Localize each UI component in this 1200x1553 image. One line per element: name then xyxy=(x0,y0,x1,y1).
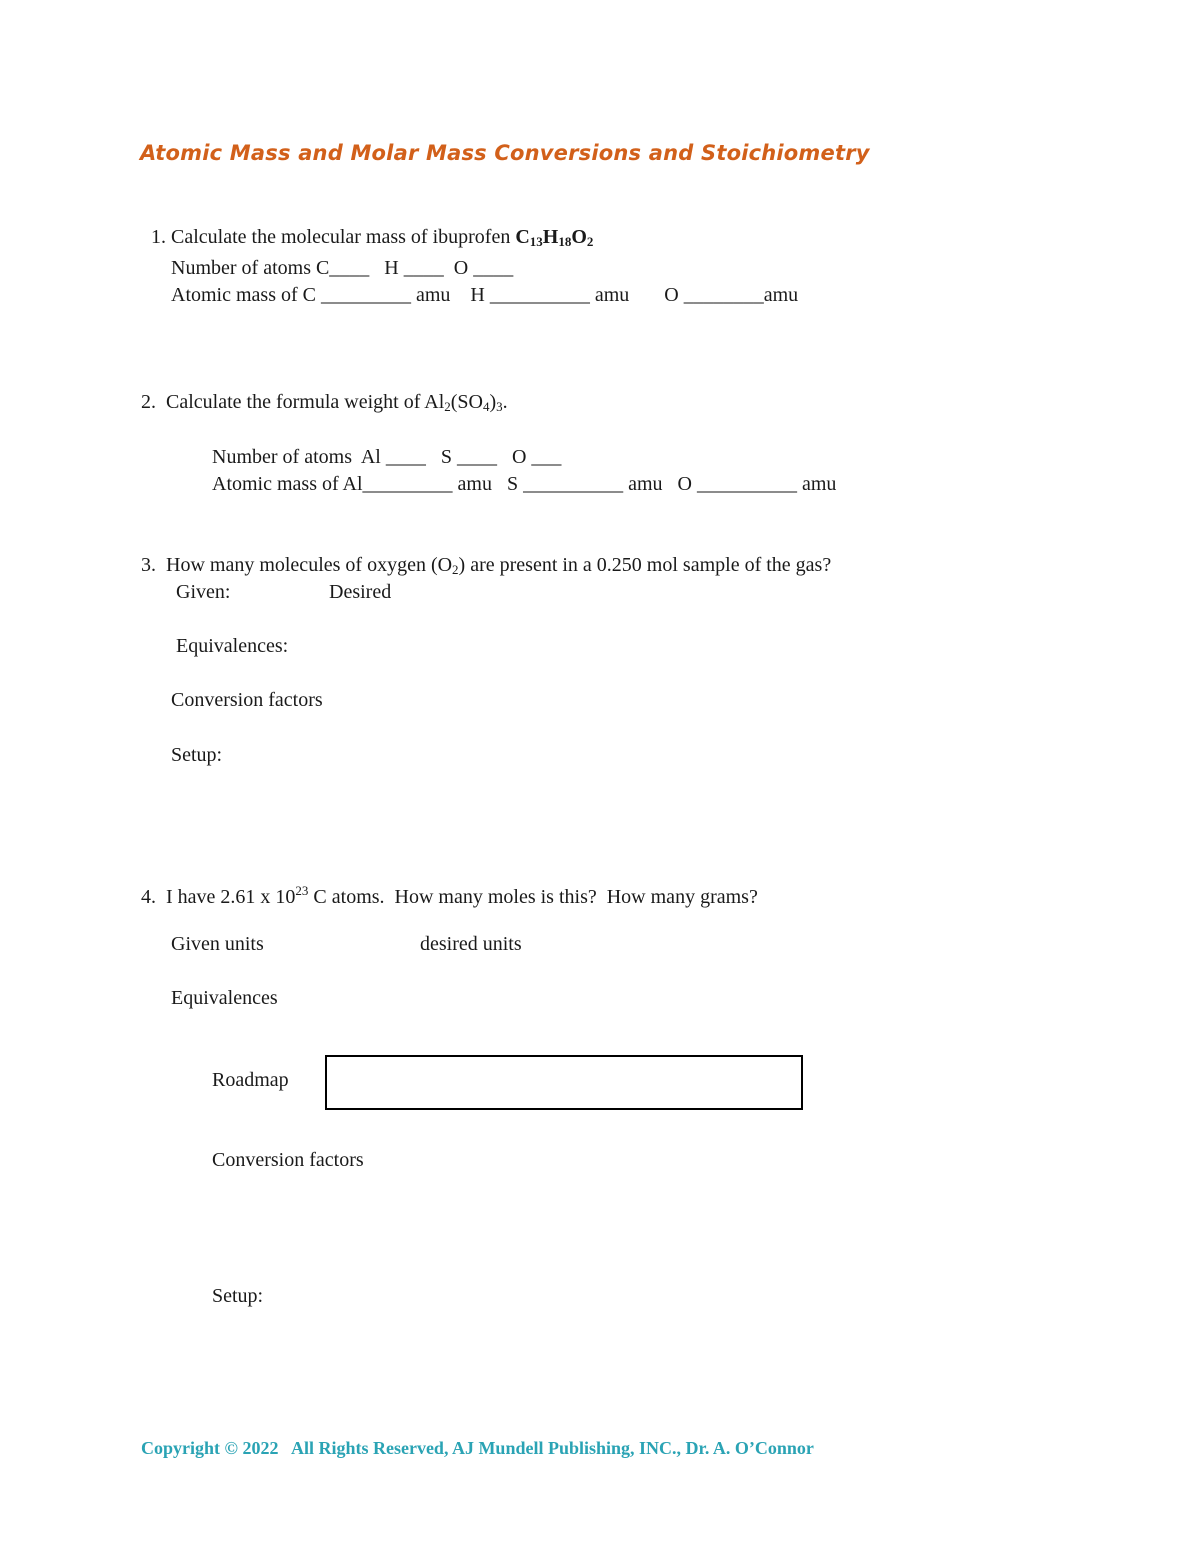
question-4-given-label: Given units xyxy=(171,933,264,955)
question-4-desired-label: desired units xyxy=(420,933,522,955)
question-1-mass-line: Atomic mass of C _________ amu H __________ amu O ________amu xyxy=(171,284,799,306)
question-4-roadmap-label: Roadmap xyxy=(212,1069,289,1091)
question-2-atoms-line: Number of atoms Al ____ S ____ O ___ xyxy=(212,446,562,468)
question-3-prompt: 3. How many molecules of oxygen $(O_2)$ are present in a 0.250 mol sample of the gas? xyxy=(141,554,832,577)
question-3-conversion-label: Conversion factors xyxy=(171,689,323,711)
question-3-desired-label: Desired xyxy=(329,581,392,603)
question-1-atoms-line: Number of atoms C____ H ____ O ____ xyxy=(171,257,514,279)
question-1 xyxy=(141,201,593,254)
question-1-prompt: 1. Calculate the molecular mass of ibuprofen xyxy=(151,226,516,248)
question-3-given-label: Given: xyxy=(176,581,231,603)
question-4-prompt: 4. I have 2.61 x $10^{23}$ C atoms. How many moles is this? How many grams? xyxy=(141,883,758,908)
question-3-equivalences-label: Equivalences: xyxy=(176,635,289,657)
copyright-footer: Copyright © 2022 All Rights Reserved, AJ Mundell Publishing, INC., Dr. A. O’Connor xyxy=(141,1438,814,1458)
question-4-equivalences-label: Equivalences xyxy=(171,987,278,1009)
question-4-conversion-label: Conversion factors xyxy=(212,1149,364,1171)
roadmap-box xyxy=(325,1055,803,1110)
question-2-mass-line: Atomic mass of Al_________ amu S __________ amu O __________ amu xyxy=(212,473,837,495)
question-2-prompt: 2. Calculate the formula weight of $Al_2(SO_4)_3$. xyxy=(141,391,508,414)
question-4-setup-label: Setup: xyxy=(212,1285,264,1307)
ibuprofen-formula: $C_{13}H_{18}O_2$ xyxy=(515,226,594,249)
question-3-setup-label: Setup: xyxy=(171,744,223,766)
worksheet-title: Atomic Mass and Molar Mass Conversions and Stoichiometry xyxy=(140,141,870,165)
